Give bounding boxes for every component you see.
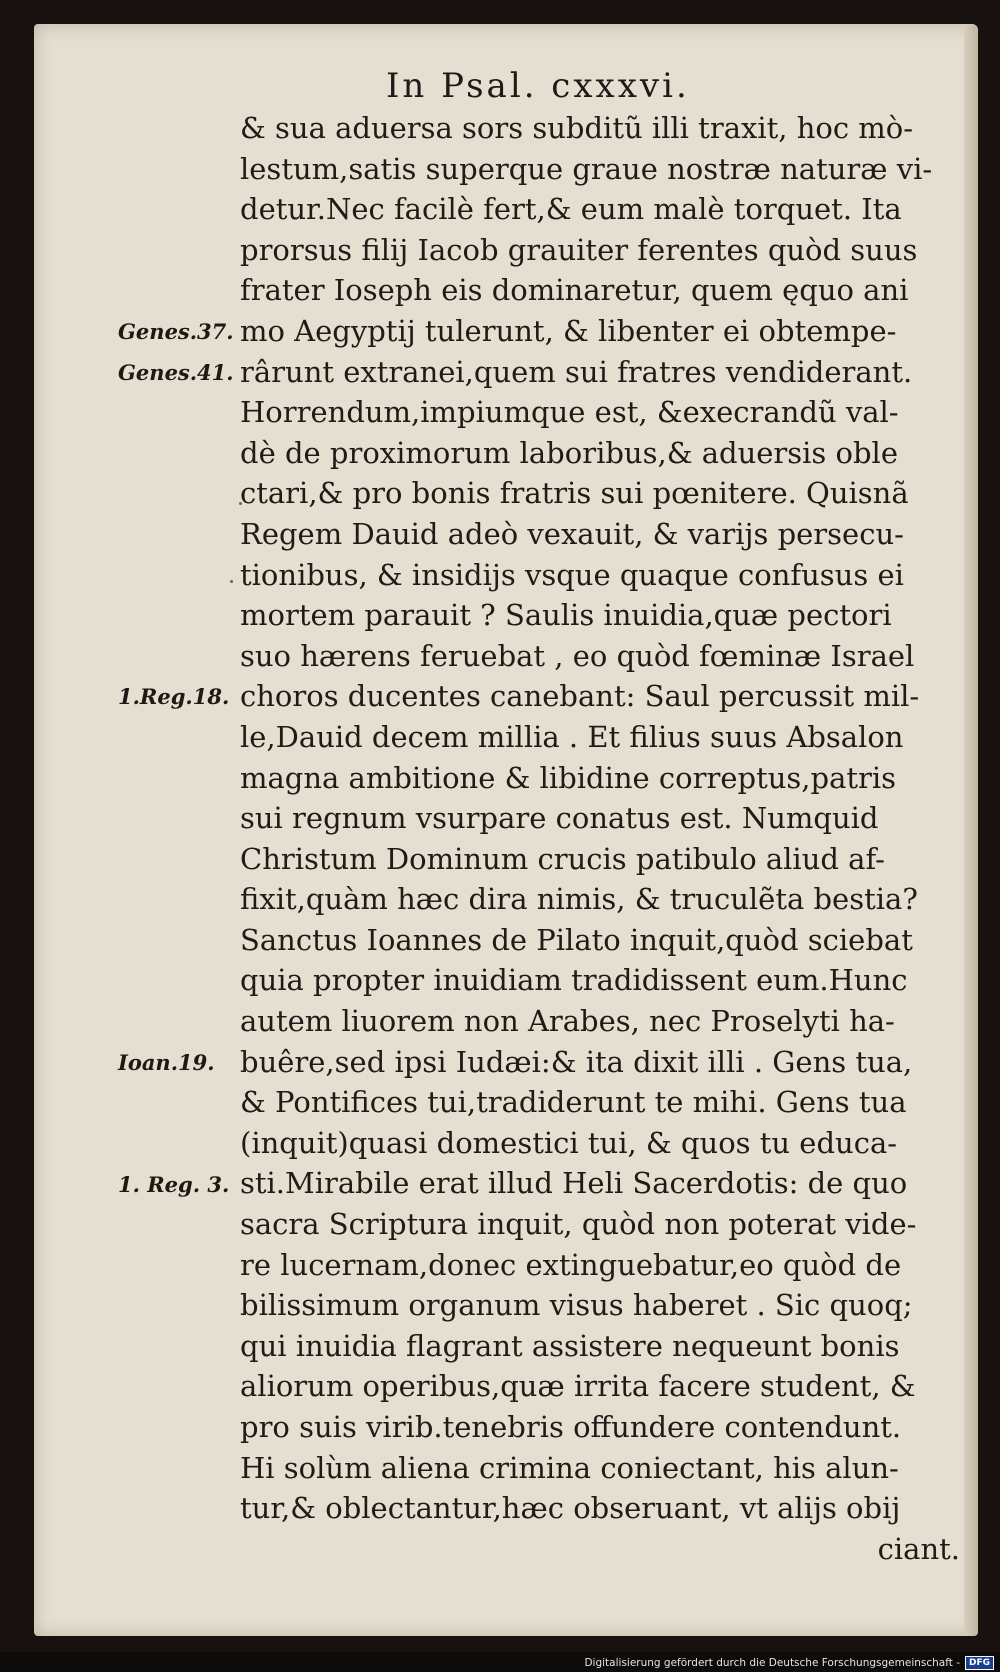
text-line: bilissimum organum visus haberet . Sic quoq;	[240, 1288, 913, 1323]
digitization-footer	[584, 1656, 994, 1670]
marginal-note: Genes.41.	[118, 359, 234, 385]
text-line: tur,& oblectantur,hæc obseruant, vt alijs obij	[240, 1491, 901, 1526]
text-line: quia propter inuidiam tradidissent eum.Hunc	[240, 963, 908, 998]
marginal-note: 1. Reg. 3.	[118, 1171, 230, 1197]
text-line: pro suis virib.tenebris offundere contendunt.	[240, 1410, 902, 1444]
text-line: mortem parauit ? Saulis inuidia,quæ pectori	[240, 598, 892, 633]
footer-credit: Digitalisierung gefördert durch die Deutsche Forschungsgemeinschaft -	[584, 1657, 960, 1669]
body-text	[118, 108, 960, 1569]
text-line: dè de proximorum laboribus,& aduersis oble	[240, 435, 898, 470]
text-line: Hi solùm aliena crimina coniectant, his alun-	[240, 1450, 899, 1485]
text-line: & Pontifices tui,tradiderunt te mihi. Gens tua	[240, 1085, 907, 1120]
text-line: rârunt extranei,quem sui fratres vendiderant.	[240, 354, 913, 389]
marginal-note: 1.Reg.18.	[118, 684, 230, 710]
text-line: magna ambitione & libidine correptus,patris	[240, 760, 897, 795]
text-line: prorsus filij Iacob grauiter ferentes quòd suus	[240, 232, 918, 267]
text-line: re lucernam,donec extinguebatur,eo quòd de	[240, 1247, 902, 1282]
text-line: mo Aegyptij tulerunt, & libenter ei obtempe-	[240, 313, 897, 348]
text-line: autem liuorem non Arabes, nec Proselyti ha-	[240, 1004, 895, 1039]
dfg-logo-icon: DFG	[965, 1656, 994, 1670]
text-line: Christum Dominum crucis patibulo aliud af-	[240, 841, 885, 876]
text-line: fixit,quàm hæc dira nimis, & truculẽta bestia?	[240, 882, 918, 917]
text-line: ctari,& pro bonis fratris sui pœnitere. Quisnã	[240, 476, 909, 511]
text-line: sti.Mirabile erat illud Heli Sacerdotis: de quo	[240, 1166, 908, 1201]
text-line: detur.Nec facilè fert,& eum malè torquet. Ita	[240, 192, 902, 227]
text-line: (inquit)quasi domestici tui, & quos tu educa-	[240, 1125, 898, 1160]
marginal-note: Ioan.19.	[118, 1049, 215, 1075]
text-line: buêre,sed ipsi Iudæi:& ita dixit illi . Gens tua,	[240, 1044, 913, 1079]
text-line: & sua aduersa sors subditũ illi traxit, hoc mò-	[240, 111, 914, 145]
text-line: ciant.	[877, 1531, 960, 1566]
text-line: frater Ioseph eis dominaretur, quem ęquo ani	[240, 273, 909, 308]
text-line: lestum,satis superque graue nostræ naturæ vi-	[240, 151, 933, 186]
text-line: tionibus, & insidijs vsque quaque confusus ei	[240, 557, 904, 592]
text-line: Horrendum,impiumque est, &execrandũ val-	[240, 395, 899, 430]
running-head: In Psal. cxxxvi.	[386, 66, 690, 106]
text-line: Sanctus Ioannes de Pilato inquit,quòd sciebat	[240, 922, 913, 957]
text-line: suo hærens feruebat , eo quòd fœminæ Israel	[240, 638, 915, 673]
marginal-note: Genes.37.	[118, 319, 234, 344]
text-line: sacra Scriptura inquit, quòd non poterat vide-	[240, 1207, 917, 1242]
text-line: Regem Dauid adeò vexauit, & varijs persecu-	[240, 516, 904, 551]
text-line: aliorum operibus,quæ irrita facere student, &	[240, 1369, 916, 1404]
text-line: sui regnum vsurpare conatus est. Numquid	[240, 801, 879, 836]
text-line: le,Dauid decem millia . Et filius suus Absalon	[240, 719, 904, 754]
text-line: choros ducentes canebant: Saul percussit mil-	[240, 679, 920, 714]
page-edge	[964, 24, 978, 1636]
paper-speck	[230, 580, 233, 583]
text-line: qui inuidia flagrant assistere nequeunt bonis	[240, 1328, 900, 1363]
